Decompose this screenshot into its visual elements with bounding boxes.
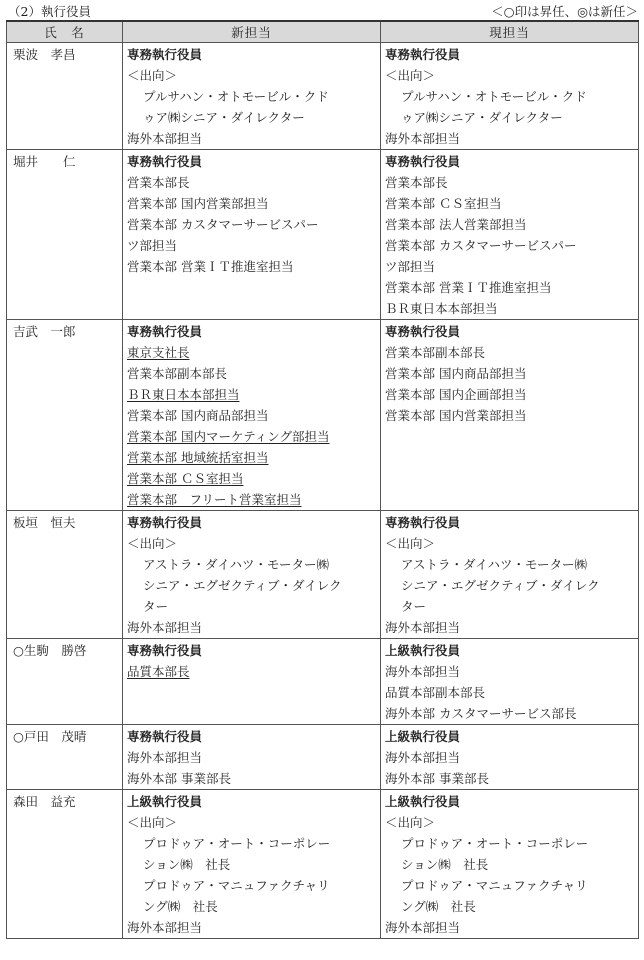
assignment-line: 海外本部担当	[385, 750, 461, 765]
assignment-line	[127, 489, 376, 510]
assignment-line: 営業本部副本部長	[385, 345, 486, 360]
assignment-line: プロドゥア・オート・コーポレー	[401, 836, 589, 851]
changed-assignment-text: 営業本部 フリート営業室担当	[127, 492, 302, 507]
assignment-line: 営業本部 国内営業部担当	[127, 196, 269, 211]
assignment-line: 営業本部 法人営業部担当	[385, 217, 527, 232]
assignment-line: ゥア㈱シニア・ダイレクター	[143, 110, 305, 125]
assignment-line: 営業本部 国内企画部担当	[385, 387, 527, 402]
officer-name-cell	[7, 790, 123, 939]
assignment-line: ション㈱ 社長	[401, 857, 489, 872]
position-title: 専務執行役員	[127, 515, 203, 530]
new-assignment-cell	[123, 725, 381, 790]
current-assignment-cell	[381, 790, 639, 939]
position-title: 専務執行役員	[127, 729, 203, 744]
table-row	[7, 150, 639, 320]
assignment-line: ＜出向＞	[385, 536, 436, 551]
current-assignment-cell	[381, 150, 639, 320]
position-title: 専務執行役員	[385, 154, 461, 169]
assignment-line: シニア・エグゼクティブ・ダイレク	[143, 578, 342, 593]
new-assignment-cell	[123, 320, 381, 511]
changed-assignment-text: 営業本部 国内マーケティング部担当	[127, 429, 330, 444]
assignment-line: プルサハン・オトモービル・クド	[401, 89, 587, 104]
assignment-line: ター	[143, 599, 169, 614]
assignment-line: プロドゥア・オート・コーポレー	[143, 836, 331, 851]
assignment-line: 海外本部 事業部長	[127, 771, 231, 786]
current-assignment-cell	[381, 639, 639, 725]
assignment-line: 営業本部長	[385, 175, 448, 190]
assignment-line: プロドゥア・マニュファクチャリ	[143, 878, 330, 893]
assignment-line	[127, 661, 376, 682]
assignment-line: ＜出向＞	[385, 68, 436, 83]
assignment-line: ツ部担当	[385, 259, 436, 274]
assignment-line: 営業本部 国内商品部担当	[127, 408, 269, 423]
current-assignment-cell	[381, 725, 639, 790]
officer-name: 栗波 孝昌	[13, 47, 76, 62]
assignment-line: ＜出向＞	[127, 815, 178, 830]
officer-name-cell	[7, 150, 123, 320]
assignment-line: ＜出向＞	[127, 68, 178, 83]
assignment-line: ター	[401, 599, 427, 614]
assignment-line: プルサハン・オトモービル・クド	[143, 89, 329, 104]
assignment-line	[127, 468, 376, 489]
officer-name-cell	[7, 639, 123, 725]
assignment-line: 営業本部長	[127, 175, 190, 190]
assignment-line: 営業本部 営業ＩＴ推進室担当	[385, 280, 552, 295]
changed-assignment-text: 東京支社長	[127, 345, 190, 360]
table-row	[7, 725, 639, 790]
changed-assignment-text: ＢＲ東日本本部担当	[127, 387, 240, 402]
assignment-line: 海外本部担当	[127, 920, 203, 935]
assignment-line: ＜出向＞	[127, 536, 178, 551]
officer-name: 板垣 恒夫	[13, 515, 76, 530]
officer-table	[6, 20, 639, 939]
assignment-line: 営業本部 国内商品部担当	[385, 366, 527, 381]
assignment-line: ション㈱ 社長	[143, 857, 231, 872]
officer-name: ○生駒 勝啓	[13, 643, 87, 658]
assignment-line: 営業本部副本部長	[127, 366, 228, 381]
officer-name-cell	[7, 320, 123, 511]
officer-name-cell	[7, 511, 123, 639]
assignment-line: プロドゥア・マニュファクチャリ	[401, 878, 588, 893]
assignment-line: 品質本部副本部長	[385, 685, 486, 700]
header-name: 氏 名	[7, 21, 123, 43]
assignment-line: 営業本部 国内営業部担当	[385, 408, 527, 423]
table-row	[7, 511, 639, 639]
position-title: 専務執行役員	[385, 515, 461, 530]
position-title: 上級執行役員	[127, 794, 203, 809]
officer-name: 森田 益充	[13, 794, 76, 809]
position-title: 上級執行役員	[385, 794, 461, 809]
assignment-line	[127, 447, 376, 468]
assignment-line: アストラ・ダイハツ・モーター㈱	[401, 557, 588, 572]
assignment-line: 海外本部担当	[385, 920, 461, 935]
assignment-line: 海外本部担当	[127, 750, 203, 765]
position-title: 専務執行役員	[127, 324, 203, 339]
document-page	[6, 4, 638, 939]
assignment-line: 海外本部 カスタマーサービス部長	[385, 706, 577, 721]
caption-row	[6, 4, 638, 20]
new-assignment-cell	[123, 639, 381, 725]
position-title: 専務執行役員	[127, 643, 203, 658]
assignment-line: 営業本部 ＣＳ室担当	[385, 196, 502, 211]
assignment-line: アストラ・ダイハツ・モーター㈱	[143, 557, 330, 572]
assignment-line: ング㈱ 社長	[401, 899, 476, 914]
changed-assignment-text: 営業本部 ＣＳ室担当	[127, 471, 244, 486]
changed-assignment-text: 営業本部 地域統括室担当	[127, 450, 269, 465]
current-assignment-cell	[381, 43, 639, 150]
position-title: 専務執行役員	[385, 47, 461, 62]
new-assignment-cell	[123, 511, 381, 639]
officer-name: ○戸田 茂晴	[13, 729, 87, 744]
assignment-line: 海外本部担当	[127, 131, 203, 146]
assignment-line: 営業本部 カスタマーサービスパー	[127, 217, 319, 232]
changed-assignment-text: 品質本部長	[127, 664, 190, 679]
section-title: （2）執行役員	[8, 4, 91, 19]
current-assignment-cell	[381, 320, 639, 511]
position-title: 上級執行役員	[385, 729, 461, 744]
assignment-line: ング㈱ 社長	[143, 899, 218, 914]
new-assignment-cell	[123, 150, 381, 320]
assignment-line: 海外本部 事業部長	[385, 771, 489, 786]
assignment-line: シニア・エグゼクティブ・ダイレク	[401, 578, 600, 593]
officer-name: 吉武 一郎	[13, 324, 76, 339]
assignment-line: ゥア㈱シニア・ダイレクター	[401, 110, 563, 125]
officer-name-cell	[7, 43, 123, 150]
assignment-line: ＢＲ東日本本部担当	[385, 301, 498, 316]
current-assignment-cell	[381, 511, 639, 639]
assignment-line: 営業本部 カスタマーサービスパー	[385, 238, 577, 253]
header-row	[7, 21, 639, 43]
table-row	[7, 790, 639, 939]
assignment-line	[127, 426, 376, 447]
assignment-line: ツ部担当	[127, 238, 178, 253]
assignment-line	[127, 384, 376, 405]
position-title: 専務執行役員	[127, 47, 203, 62]
position-title: 専務執行役員	[385, 324, 461, 339]
officer-name-cell	[7, 725, 123, 790]
new-assignment-cell	[123, 790, 381, 939]
assignment-line	[127, 342, 376, 363]
assignment-line: 海外本部担当	[385, 664, 461, 679]
assignment-line: 海外本部担当	[385, 620, 461, 635]
legend-note: ＜○印は昇任、◎は新任＞	[491, 4, 638, 19]
table-row	[7, 639, 639, 725]
table-row	[7, 320, 639, 511]
position-title: 専務執行役員	[127, 154, 203, 169]
assignment-line: 海外本部担当	[385, 131, 461, 146]
assignment-line: ＜出向＞	[385, 815, 436, 830]
new-assignment-cell	[123, 43, 381, 150]
table-row	[7, 43, 639, 150]
position-title: 上級執行役員	[385, 643, 461, 658]
assignment-line: 海外本部担当	[127, 620, 203, 635]
header-current: 現担当	[381, 21, 639, 43]
officer-name: 堀井 仁	[13, 154, 76, 169]
header-new: 新担当	[123, 21, 381, 43]
assignment-line: 営業本部 営業ＩＴ推進室担当	[127, 259, 294, 274]
